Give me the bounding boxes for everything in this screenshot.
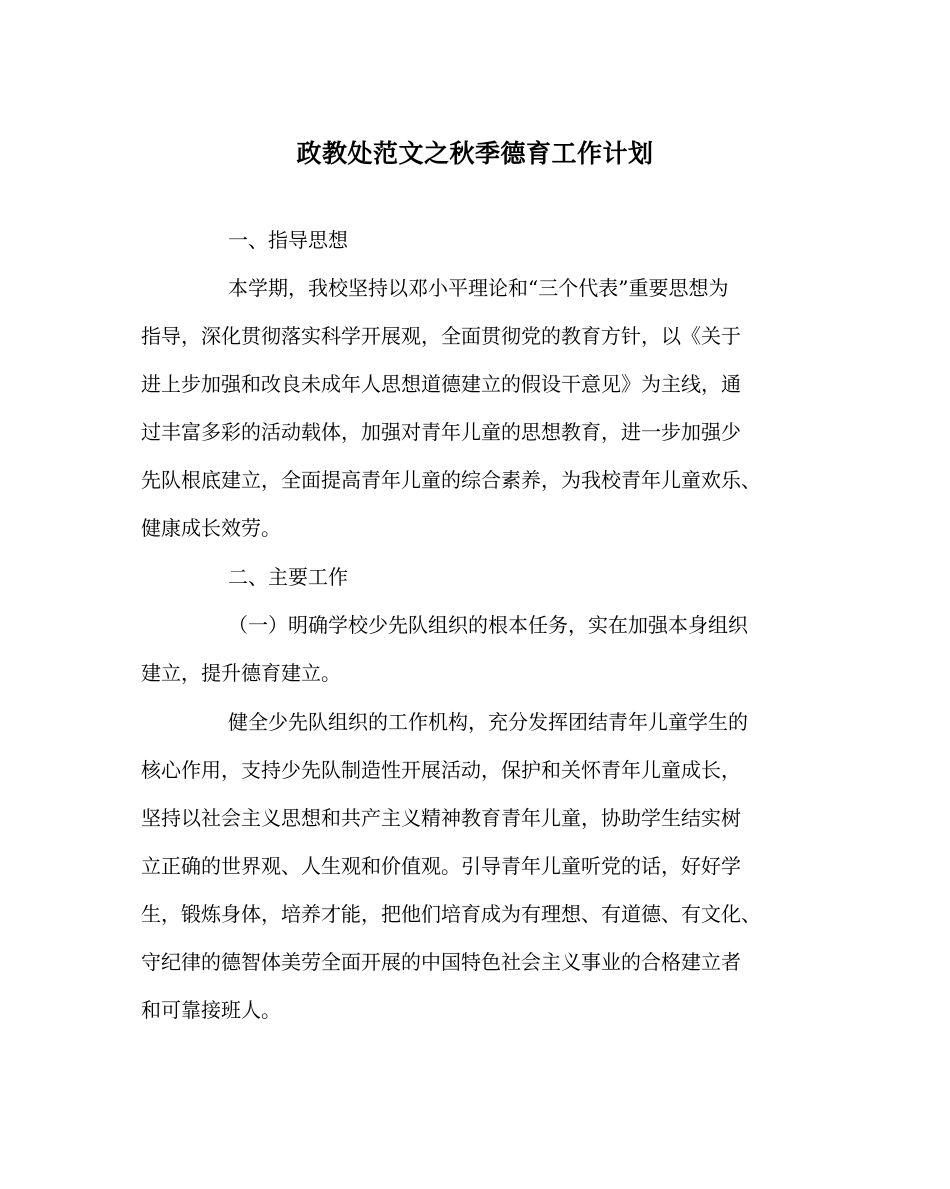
paragraph-line: 过丰富多彩的活动载体，加强对青年儿童的思想教育，进一步加强少 (141, 420, 741, 444)
paragraph-line: 健康成长效劳。 (141, 516, 281, 540)
document-title: 政教处范文之秋季德育工作计划 (296, 139, 654, 168)
paragraph-line: 核心作用，支持少先队制造性开展活动，保护和关怀青年儿童成长， (141, 758, 741, 782)
section-heading: 二、主要工作 (228, 565, 348, 589)
section-heading: 一、指导思想 (228, 228, 348, 252)
paragraph-line: 和可靠接班人。 (141, 998, 281, 1022)
paragraph-line: 立正确的世界观、人生观和价值观。引导青年儿童听党的话，好好学 (141, 854, 741, 878)
subsection-heading-cont: 建立，提升德育建立。 (141, 661, 341, 685)
paragraph-line: 健全少先队组织的工作机构，充分发挥团结青年儿童学生的 (228, 710, 748, 734)
paragraph-line: 生，锻炼身体，培养才能，把他们培育成为有理想、有道德、有文化、 (141, 902, 761, 926)
paragraph-line: 先队根底建立，全面提高青年儿童的综合素养，为我校青年儿童欢乐、 (141, 468, 761, 492)
paragraph-line: 守纪律的德智体美劳全面开展的中国特色社会主义事业的合格建立者 (141, 950, 741, 974)
paragraph-line: 本学期，我校坚持以邓小平理论和“三个代表”重要思想为 (228, 276, 729, 300)
paragraph-line: 坚持以社会主义思想和共产主义精神教育青年儿童，协助学生结实树 (141, 806, 741, 830)
paragraph-line: 指导，深化贯彻落实科学开展观，全面贯彻党的教育方针，以《关于 (141, 324, 741, 348)
subsection-heading: （一）明确学校少先队组织的根本任务，实在加强本身组织 (228, 613, 748, 637)
paragraph-line: 进上步加强和改良未成年人思想道德建立的假设干意见》为主线，通 (141, 372, 741, 396)
